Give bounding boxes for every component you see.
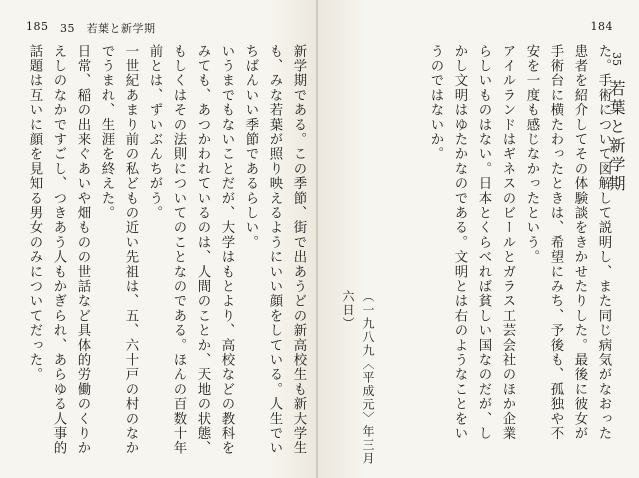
chapter-title: 若葉と新学期 (607, 80, 626, 195)
paragraph: 日常、稲の出来ぐあいや畑ものの世話など具体的労働のくりかえしのなかですごし、つきあう人もかぎられ、あらゆる人事的話題は互いに顔を見知る男女のみについてだった。 (27, 44, 90, 456)
paragraph: 一世紀あまり前の私どもの近い先祖は、五、六十戸の村のなかでうまれ、生涯を終えた。 (99, 44, 138, 456)
paragraph: いうまでもないことだが、大学はもとより、高校などの教科をみても、あつかわれているのは、人間のことか、天地の状態、もしくはその法則についてのことなのである。ほんの百数十年前とは、ずいぶんちがう。 (147, 44, 234, 456)
paragraph: た。手術について図解して説明し、また同じ病気がなおった患者を紹介してその体験談をきかせたりした。最後に彼女が手術台に横たわったときは、希望にみち、予後も、孤独や不安を一度も感じなかったという。 (524, 44, 611, 441)
left-body-text (22, 44, 310, 464)
essay-date: （一九八九〈平成元〉年三月六日） (341, 290, 375, 466)
right-page (318, 0, 639, 478)
page-number-left: 185 (26, 20, 49, 33)
paragraph: アイルランドはギネスのビールとガラス工芸会社のほか企業らしいものはない。日本とくらべれば貧しい国なのだが、しかし文明はゆたかなのである。文明とは右のようなことをいうのではないか。 (428, 44, 515, 441)
chapter-number: 35 (610, 52, 623, 66)
left-page (0, 0, 318, 478)
page-number-right: 184 (590, 20, 613, 33)
paragraph: 新学期である。この季節、街で出あうどの新高校生も新大学生も、みな若葉が照り映えるようにいい顔をしている。人生でいちばんいい季節であるらしい。 (243, 44, 306, 456)
right-body-text (423, 44, 615, 449)
running-head: 35 若葉と新学期 (60, 22, 156, 35)
